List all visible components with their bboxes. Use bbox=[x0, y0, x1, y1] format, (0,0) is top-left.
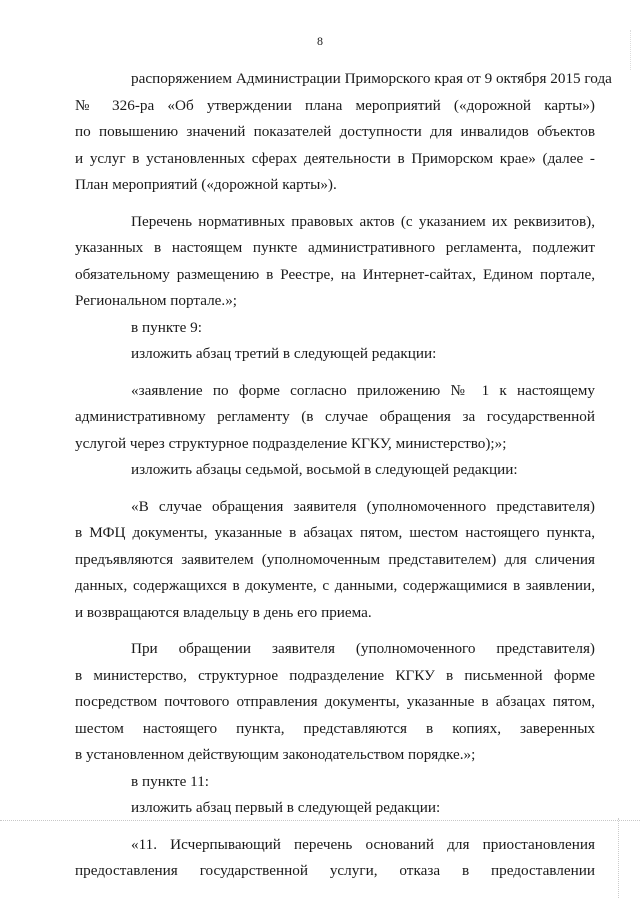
text-line: посредством почтового отправления документы, указанные в абзацах пятом, bbox=[75, 693, 595, 710]
text-line: «11. Исчерпывающий перечень оснований для приостановления bbox=[131, 835, 595, 853]
page-number: 8 bbox=[317, 34, 323, 48]
text-line: При обращении заявителя (уполномоченного представителя) bbox=[131, 640, 595, 657]
text-line: изложить абзацы седьмой, восьмой в следующей редакции: bbox=[131, 461, 518, 478]
text-line: обязательному размещению в Реестре, на Интернет-сайтах, Едином портале, bbox=[75, 265, 595, 283]
text-line: № 326-ра «Об утверждении плана мероприятий («дорожной карты») bbox=[75, 96, 595, 114]
text-line: «В случае обращения заявителя (уполномоченного представителя) bbox=[131, 497, 595, 515]
text-line: в министерство, структурное подразделение КГКУ в письменной форме bbox=[75, 666, 595, 684]
scan-side-mark bbox=[630, 30, 632, 70]
text-line: в пункте 11: bbox=[131, 772, 210, 790]
document-body bbox=[75, 66, 612, 885]
scan-margin-mark bbox=[618, 818, 625, 898]
text-line: в установленном действующим законодательством порядке.»; bbox=[75, 746, 476, 763]
text-line: «заявление по форме согласно приложению № 1 к настоящему bbox=[131, 381, 595, 399]
text-line: услугой через структурное подразделение КГКУ, министерство);»; bbox=[75, 434, 507, 452]
text-line: и возвращаются владельцу в день его приема. bbox=[75, 603, 372, 621]
scan-fold-line bbox=[0, 820, 640, 821]
text-line: Региональном портале.»; bbox=[75, 292, 238, 309]
text-line: указанных в настоящем пункте административного регламента, подлежит bbox=[75, 239, 595, 256]
text-line: и услуг в установленных сферах деятельности в Приморском крае» (далее - bbox=[75, 149, 595, 167]
text-line: Перечень нормативных правовых актов (с указанием их реквизитов), bbox=[131, 212, 595, 230]
text-line: в пункте 9: bbox=[131, 318, 202, 336]
text-line: административному регламенту (в случае обращения за государственной bbox=[75, 408, 595, 425]
text-line: предоставления государственной услуги, отказа в предоставлении bbox=[75, 862, 595, 879]
text-line: по повышению значений показателей доступности для инвалидов объектов bbox=[75, 123, 595, 140]
text-line: в МФЦ документы, указанные в абзацах пятом, шестом настоящего пункта, bbox=[75, 524, 595, 541]
text-line: распоряжением Администрации Приморского края от 9 октября 2015 года bbox=[131, 70, 612, 87]
text-line: данных, содержащихся в документе, с данными, содержащимися в заявлении, bbox=[75, 577, 595, 594]
text-line: изложить абзац третий в следующей редакции: bbox=[131, 345, 437, 362]
text-line: План мероприятий («дорожной карты»). bbox=[75, 176, 337, 193]
text-line: предъявляются заявителем (уполномоченным представителем) для сличения bbox=[75, 550, 595, 568]
text-line: изложить абзац первый в следующей редакции: bbox=[131, 799, 441, 816]
text-line: шестом настоящего пункта, представляются в копиях, заверенных bbox=[75, 719, 595, 737]
